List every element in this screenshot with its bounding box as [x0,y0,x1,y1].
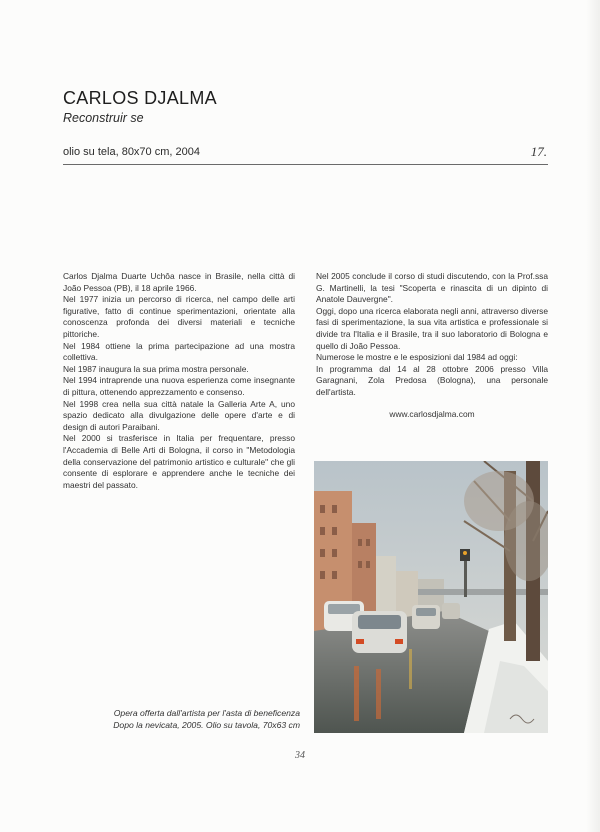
header-rule [63,164,548,165]
painting-image [314,461,548,733]
bio-paragraph: In programma dal 14 al 28 ottobre 2006 presso Villa Garagnani, Zola Predosa (Bologna), una personale dell'artista. [316,363,548,397]
bio-paragraph: Carlos Djalma Duarte Uchôa nasce in Brasile, nella città di João Pessoa (PB), il 18 aprile 1966. [63,271,295,293]
painting-caption [80,707,300,731]
bio-paragraph: Numerose le mostre e le esposizioni dal 1984 ad oggi: [316,352,518,363]
bio-paragraph: Nel 2005 conclude il corso di studi discutendo, con la Prof.ssa G. Martinelli, la tesi "Scoperta e rinascita di un dipinto di Anatole Dauvergne". [316,271,548,305]
biography-right-column [316,271,548,420]
bio-paragraph: Oggi, dopo una ricerca elaborata negli anni, attraverso diverse fasi di sperimentazione, la sua vita artistica e professionale si divide tra l'Italia e il Brasile, tra il suo laboratorio di Bologna e quello di João Pessoa. [316,305,548,351]
page-number: 34 [295,750,305,761]
bio-paragraph: Nel 2000 si trasferisce in Italia per frequentare, presso l'Accademia di Belle Arti di Bologna, il corso in "Metodologia della conservazione del patrimonio artistico e culturale" che gli consente di esplorare e apprendere anche le tecniche dei maestri del passato. [63,433,295,490]
artist-website: www.carlosdjalma.com [389,408,475,419]
bio-paragraph: Nel 1984 ottiene la prima partecipazione ad una mostra collettiva. [63,340,295,363]
page-edge-shadow [586,0,600,832]
plate-number: 17. [530,144,547,159]
work-title: Reconstruir se [63,111,144,125]
bio-paragraph: Nel 1994 intraprende una nuova esperienza come insegnante di pittura, ottenendo apprezzamento e consenso. [63,375,295,397]
bio-paragraph: Nel 1987 inaugura la sua prima mostra personale. [63,363,249,374]
bio-paragraph: Nel 1977 inizia un percorso di ricerca, nel campo delle arti figurative, fatto di continue sperimentazioni, orientate alla conoscenza profonda dei diversi materiali e tecniche pittoriche. [63,294,295,339]
biography-left-column [63,271,295,491]
caption-line-details: Dopo la nevicata, 2005. Olio su tavola, 70x63 cm [113,720,300,730]
artist-name: CARLOS DJALMA [63,88,217,108]
bio-paragraph: Nel 1998 crea nella sua città natale la Galleria Arte A, uno spazio dedicato alla divulgazione delle opere d'arte e di design di autori Paraibani. [63,398,295,432]
caption-line-donation: Opera offerta dall'artista per l'asta di beneficenza [113,708,300,718]
work-medium: olio su tela, 80x70 cm, 2004 [63,146,200,158]
